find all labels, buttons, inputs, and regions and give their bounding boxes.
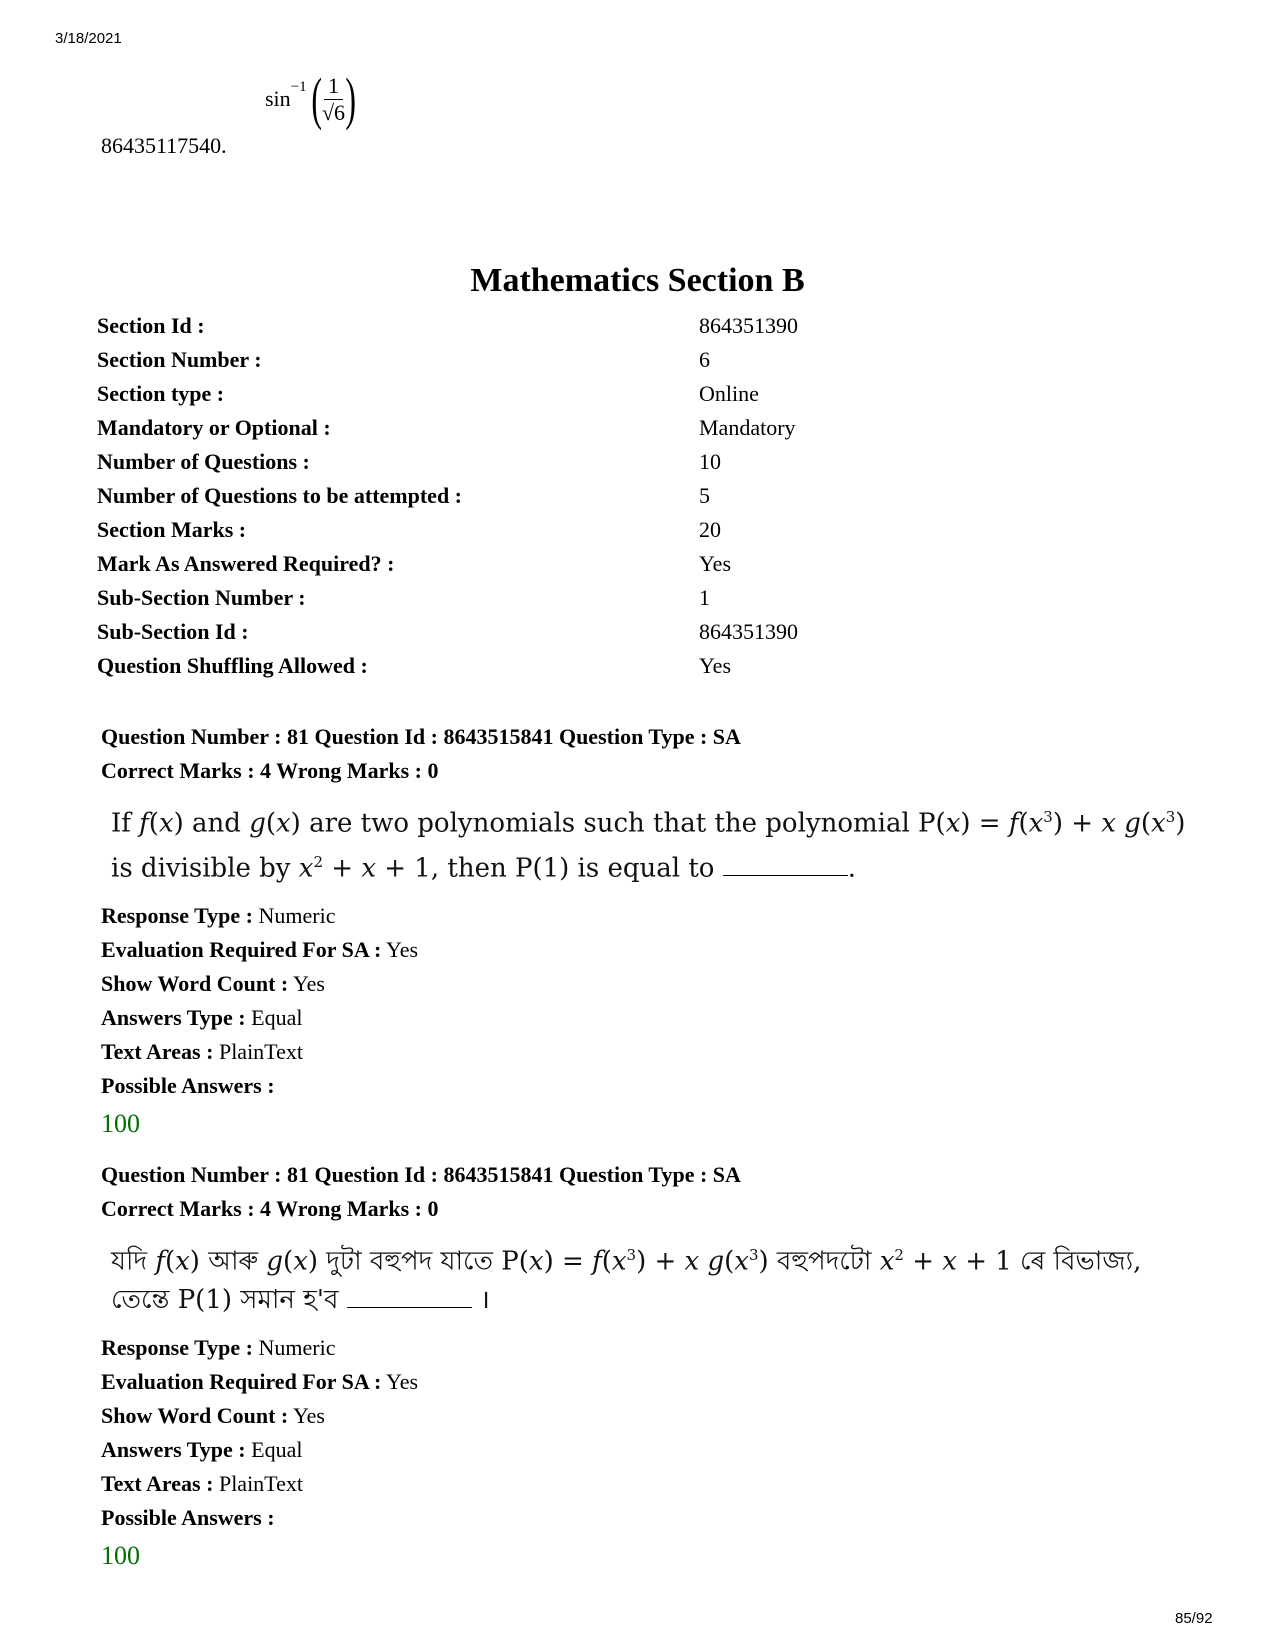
- qt-seg: ) =: [960, 808, 1009, 839]
- question-block-assamese: [101, 1158, 1201, 1575]
- qt-sup: 2: [894, 1246, 904, 1264]
- meta-row: [97, 313, 997, 347]
- question-header: Question Number : 81 Question Id : 8643515841 Question Type : SA: [101, 1162, 741, 1187]
- qt-var: x: [1028, 808, 1044, 839]
- possible-answer: 100: [101, 1109, 140, 1139]
- qt-seg: ) =: [543, 1246, 593, 1277]
- qt-var: x: [684, 1246, 700, 1277]
- qt-seg: ) +: [1052, 808, 1102, 839]
- qt-var: g: [249, 808, 266, 839]
- meta-row: [97, 415, 997, 449]
- meta-row: [97, 381, 997, 415]
- meta-label: Sub-Section Number :: [97, 585, 306, 610]
- qt-var: x: [1101, 808, 1116, 839]
- attr-label: Answers Type :: [101, 1436, 246, 1462]
- qt-seg: If: [111, 808, 140, 839]
- attr-value: Yes: [288, 971, 325, 997]
- attr-row: [101, 933, 1201, 967]
- attr-row: [101, 899, 1201, 933]
- qt-var: x: [361, 853, 376, 884]
- attr-row: [101, 1331, 1201, 1365]
- attr-label: Show Word Count :: [101, 971, 289, 997]
- attr-row: [101, 1035, 1201, 1069]
- attr-row: [101, 1501, 1201, 1535]
- meta-value: Online: [699, 381, 759, 406]
- meta-value: Mandatory: [699, 415, 796, 440]
- qt-sup: 3: [1043, 808, 1053, 826]
- meta-row: [97, 517, 997, 551]
- attr-value: Equal: [245, 1005, 303, 1031]
- meta-value: 20: [699, 517, 721, 542]
- meta-row: [97, 653, 997, 687]
- qt-var: x: [276, 808, 291, 839]
- qt-seg: (: [601, 1246, 612, 1277]
- qt-var: x: [611, 1246, 627, 1277]
- attr-label: Evaluation Required For SA :: [101, 1368, 382, 1394]
- qt-seg: +: [903, 1246, 943, 1277]
- qt-seg: .: [847, 853, 856, 884]
- attr-value: PlainText: [213, 1039, 303, 1065]
- attr-value: Yes: [381, 937, 419, 963]
- qt-seg: ।: [471, 1284, 490, 1315]
- attr-label: Response Type :: [101, 1334, 253, 1360]
- qt-seg: (: [724, 1246, 735, 1277]
- qt-seg: (: [1140, 808, 1152, 839]
- attr-label: Possible Answers :: [101, 1073, 275, 1099]
- qt-seg: ) is divisible by: [111, 808, 1186, 884]
- formula-fraction: [322, 73, 345, 126]
- qt-seg: (: [283, 1246, 294, 1277]
- meta-value: Yes: [699, 653, 732, 678]
- qt-var: f: [139, 808, 149, 839]
- meta-value: Yes: [699, 551, 732, 576]
- meta-row: [97, 483, 997, 517]
- qt-var: x: [175, 1246, 190, 1277]
- qt-seg: (: [1018, 808, 1029, 839]
- qt-seg: ) দুটা বহুপদ যাতে P(: [307, 1246, 529, 1277]
- question-attributes: [101, 899, 1201, 1103]
- section-metadata-table: [97, 313, 997, 687]
- meta-value: 864351390: [699, 313, 798, 338]
- meta-row: [97, 449, 997, 483]
- qt-sup: 3: [626, 1246, 637, 1264]
- meta-label: Section Marks :: [97, 517, 247, 542]
- attr-label: Response Type :: [101, 903, 253, 929]
- right-paren: ): [345, 66, 357, 131]
- option-formula: [265, 66, 360, 131]
- question-text: [111, 1236, 1201, 1319]
- qt-var: x: [1151, 808, 1166, 839]
- qt-sup: 2: [313, 852, 323, 871]
- qt-var: x: [528, 1246, 544, 1277]
- answer-blank: [723, 874, 848, 876]
- qt-seg: +: [322, 853, 362, 884]
- attr-row: [101, 1365, 1201, 1399]
- fraction-numerator: 1: [324, 73, 343, 100]
- qt-seg: যদি: [111, 1246, 156, 1277]
- qt-seg: (: [148, 808, 159, 839]
- qt-var: f: [592, 1246, 602, 1277]
- formula-func: sin: [265, 86, 291, 111]
- qt-sup: 3: [748, 1246, 759, 1264]
- attr-value: Yes: [381, 1368, 419, 1394]
- qt-seg: (: [265, 808, 276, 839]
- print-date: 3/18/2021: [55, 30, 122, 47]
- formula-exponent: −1: [290, 78, 307, 95]
- qt-sup: 3: [1165, 808, 1176, 826]
- previous-option-id: 86435117540.: [101, 133, 227, 158]
- meta-row: [97, 585, 997, 619]
- attr-value: Numeric: [252, 903, 336, 929]
- attr-value: Equal: [245, 1436, 303, 1462]
- question-marks: Correct Marks : 4 Wrong Marks : 0: [101, 758, 439, 783]
- qt-var: x: [293, 1246, 308, 1277]
- meta-value: 6: [699, 347, 710, 372]
- qt-var: f: [155, 1246, 165, 1277]
- attr-value: Numeric: [252, 1334, 336, 1360]
- question-attributes: [101, 1331, 1201, 1535]
- qt-seg: + 1 ৰে বিভাজ্য, তেন্তে P(1) সমান হ'ব: [111, 1246, 1142, 1315]
- qt-seg: (: [164, 1246, 176, 1277]
- answer-blank: [347, 1306, 472, 1308]
- attr-row: [101, 967, 1201, 1001]
- qt-var: x: [942, 1246, 957, 1277]
- qt-var: g: [266, 1246, 284, 1277]
- qt-var: f: [1008, 808, 1019, 839]
- qt-var: g: [1124, 808, 1141, 839]
- attr-label: Show Word Count :: [101, 1402, 289, 1428]
- attr-row: [101, 1069, 1201, 1103]
- meta-label: Section type :: [97, 381, 225, 406]
- attr-row: [101, 1399, 1201, 1433]
- qt-var: x: [298, 853, 314, 884]
- fraction-denominator: √6: [321, 99, 346, 125]
- qt-seg: ) বহুপদটো: [758, 1246, 880, 1277]
- qt-var: x: [158, 808, 174, 839]
- meta-row: [97, 347, 997, 381]
- attr-value: PlainText: [213, 1470, 303, 1496]
- qt-seg: ) আৰু: [189, 1246, 267, 1277]
- meta-label: Number of Questions :: [97, 449, 310, 474]
- meta-value: 864351390: [699, 619, 798, 644]
- meta-label: Section Number :: [97, 347, 262, 372]
- qt-seg: ) and: [173, 808, 250, 839]
- possible-answer: 100: [101, 1540, 140, 1570]
- meta-label: Number of Questions to be attempted :: [97, 483, 463, 508]
- meta-value: 1: [699, 585, 710, 610]
- meta-label: Section Id :: [97, 313, 205, 338]
- qt-seg: ) +: [636, 1246, 685, 1277]
- attr-row: [101, 1467, 1201, 1501]
- page-number: 85/92: [1175, 1610, 1213, 1627]
- attr-label: Answers Type :: [101, 1005, 246, 1031]
- question-header: Question Number : 81 Question Id : 8643515841 Question Type : SA: [101, 724, 741, 749]
- qt-var: x: [879, 1246, 895, 1277]
- attr-label: Text Areas :: [101, 1470, 214, 1496]
- meta-value: 10: [699, 449, 721, 474]
- question-block-english: [101, 720, 1201, 1143]
- section-title: Mathematics Section B: [470, 262, 805, 299]
- attr-label: Possible Answers :: [101, 1504, 275, 1530]
- attr-label: Text Areas :: [101, 1039, 214, 1065]
- attr-label: Evaluation Required For SA :: [101, 937, 382, 963]
- qt-seg: [1116, 809, 1124, 839]
- qt-seg: ) are two polynomials such that the polynomial P(: [290, 808, 946, 839]
- question-text: [111, 798, 1201, 887]
- attr-value: Yes: [288, 1402, 325, 1428]
- meta-label: Question Shuffling Allowed :: [97, 653, 368, 678]
- meta-row: [97, 619, 997, 653]
- meta-label: Mandatory or Optional :: [97, 415, 331, 440]
- qt-var: g: [707, 1246, 725, 1277]
- qt-var: x: [945, 808, 961, 839]
- attr-row: [101, 1001, 1201, 1035]
- meta-row: [97, 551, 997, 585]
- meta-value: 5: [699, 483, 710, 508]
- attr-row: [101, 1433, 1201, 1467]
- meta-label: Mark As Answered Required? :: [97, 551, 395, 576]
- qt-var: x: [734, 1246, 749, 1277]
- meta-label: Sub-Section Id :: [97, 619, 249, 644]
- qt-seg: + 1, then P(1) is equal to: [375, 853, 723, 884]
- question-marks: Correct Marks : 4 Wrong Marks : 0: [101, 1196, 439, 1221]
- left-paren: (: [311, 66, 322, 131]
